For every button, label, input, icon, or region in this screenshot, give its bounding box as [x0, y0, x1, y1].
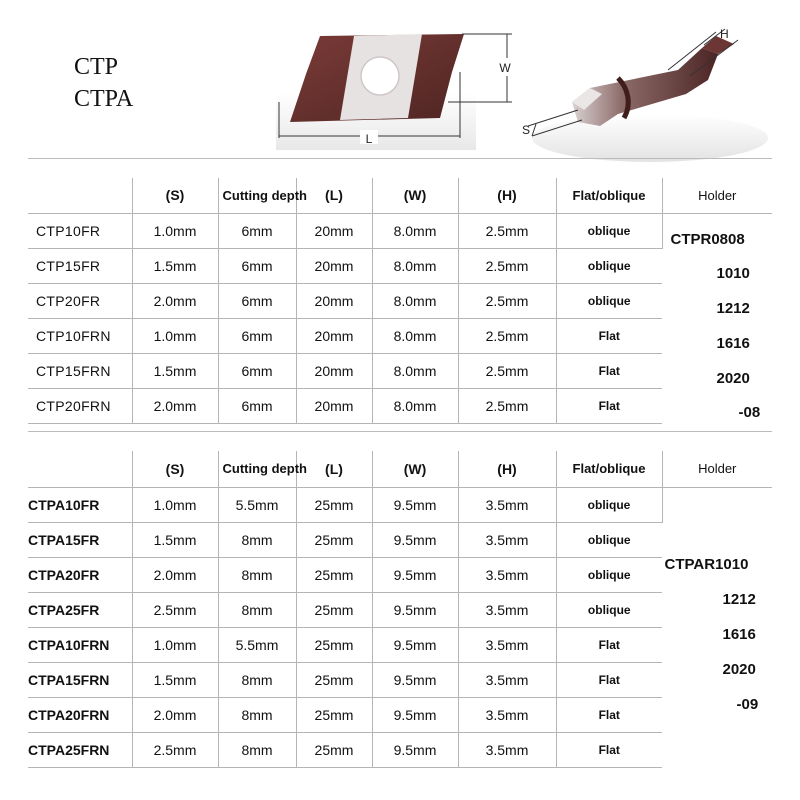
model-cell: CTPA25FR — [28, 592, 132, 627]
holder-code: 2020 — [722, 660, 756, 678]
spec-cell: 9.5mm — [372, 697, 458, 732]
holder-code: CTPAR1010 — [664, 555, 749, 573]
spec-cell: 6mm — [218, 388, 296, 423]
spec-cell: 3.5mm — [458, 732, 556, 767]
holder-cell — [662, 487, 772, 768]
spec-cell: 8.0mm — [372, 283, 458, 318]
type-cell: Flat — [556, 353, 662, 388]
holder-code: 1212 — [716, 299, 750, 317]
spec-cell: 1.0mm — [132, 213, 218, 248]
spec-cell: 2.5mm — [458, 353, 556, 388]
type-cell: oblique — [556, 213, 662, 248]
series-title-ctp: CTP — [74, 54, 119, 80]
header-cell: (W) — [372, 178, 458, 213]
holder-cell — [662, 213, 772, 423]
spec-cell: 6mm — [218, 318, 296, 353]
header-cell: (S) — [132, 451, 218, 487]
header-cell: Flat/oblique — [556, 451, 662, 487]
holder-code: -09 — [736, 695, 759, 713]
spec-cell: 8.0mm — [372, 248, 458, 283]
spec-cell: 25mm — [296, 557, 372, 592]
model-cell: CTPA20FRN — [28, 697, 132, 732]
header-cell — [28, 451, 132, 487]
type-cell: Flat — [556, 388, 662, 423]
table-header-row — [28, 178, 772, 213]
model-cell: CTPA15FRN — [28, 662, 132, 697]
table-row — [28, 732, 772, 767]
spec-cell: 9.5mm — [372, 487, 458, 522]
spec-cell: 8mm — [218, 697, 296, 732]
model-cell: CTP15FR — [28, 248, 132, 283]
model-cell: CTP20FRN — [28, 388, 132, 423]
table-row — [28, 318, 772, 353]
type-cell: oblique — [556, 487, 662, 522]
table-row — [28, 522, 772, 557]
header-cell: Cutting depth — [218, 451, 296, 487]
spec-cell: 2.0mm — [132, 557, 218, 592]
type-cell: Flat — [556, 627, 662, 662]
spec-cell: 1.5mm — [132, 353, 218, 388]
insert-top-view-image — [276, 22, 516, 150]
spec-cell: 25mm — [296, 592, 372, 627]
spec-cell: 2.0mm — [132, 388, 218, 423]
spec-cell: 9.5mm — [372, 732, 458, 767]
header-cell: (H) — [458, 451, 556, 487]
header-cell: Holder — [662, 178, 772, 213]
table-header-row — [28, 451, 772, 487]
spec-cell: 8mm — [218, 732, 296, 767]
spec-cell: 6mm — [218, 283, 296, 318]
spec-cell: 3.5mm — [458, 662, 556, 697]
spec-cell: 2.5mm — [458, 248, 556, 283]
table-row — [28, 353, 772, 388]
spec-cell: 8mm — [218, 522, 296, 557]
table-row — [28, 388, 772, 423]
spec-cell: 8mm — [218, 592, 296, 627]
spec-cell: 8.0mm — [372, 388, 458, 423]
model-cell: CTP15FRN — [28, 353, 132, 388]
type-cell: Flat — [556, 732, 662, 767]
model-cell: CTP10FRN — [28, 318, 132, 353]
dim-label-s: S — [522, 123, 531, 137]
dim-label-w: W — [499, 61, 511, 75]
type-cell: oblique — [556, 522, 662, 557]
spec-cell: 20mm — [296, 388, 372, 423]
spec-cell: 8mm — [218, 662, 296, 697]
header-cell: (H) — [458, 178, 556, 213]
ctpa-spec-table — [28, 451, 772, 768]
table-row — [28, 592, 772, 627]
spec-cell: 5.5mm — [218, 487, 296, 522]
series-title-ctpa: CTPA — [74, 86, 134, 112]
spec-cell: 5.5mm — [218, 627, 296, 662]
table-row — [28, 557, 772, 592]
spec-cell: 9.5mm — [372, 627, 458, 662]
holder-code: 2020 — [716, 369, 750, 387]
model-cell: CTPA20FR — [28, 557, 132, 592]
spec-cell: 8.0mm — [372, 318, 458, 353]
spec-cell: 3.5mm — [458, 557, 556, 592]
spec-cell: 6mm — [218, 353, 296, 388]
header-cell: Cutting depth — [218, 178, 296, 213]
ctp-spec-table — [28, 178, 772, 424]
dim-label-h: H — [720, 27, 729, 41]
spec-cell: 25mm — [296, 662, 372, 697]
spec-cell: 20mm — [296, 213, 372, 248]
header-cell — [28, 178, 132, 213]
model-cell: CTPA25FRN — [28, 732, 132, 767]
spec-cell: 2.0mm — [132, 283, 218, 318]
holder-code: -08 — [738, 403, 761, 421]
table-row — [28, 248, 772, 283]
spec-cell: 2.5mm — [132, 592, 218, 627]
header-cell: Flat/oblique — [556, 178, 662, 213]
spec-cell: 20mm — [296, 283, 372, 318]
model-cell: CTP10FR — [28, 213, 132, 248]
model-cell: CTPA15FR — [28, 522, 132, 557]
holder-code: 1616 — [716, 334, 750, 352]
spec-cell: 1.5mm — [132, 248, 218, 283]
holder-code: CTPR0808 — [670, 230, 745, 248]
spec-cell: 2.5mm — [458, 213, 556, 248]
header-cell: (S) — [132, 178, 218, 213]
table-row — [28, 487, 772, 522]
spec-cell: 20mm — [296, 353, 372, 388]
type-cell: Flat — [556, 662, 662, 697]
holder-code: 1010 — [716, 264, 750, 282]
spec-cell: 6mm — [218, 248, 296, 283]
spec-cell: 1.5mm — [132, 662, 218, 697]
spec-cell: 2.5mm — [458, 388, 556, 423]
spec-cell: 25mm — [296, 732, 372, 767]
header-cell: (W) — [372, 451, 458, 487]
holder-code: 1212 — [722, 590, 756, 608]
spec-cell: 20mm — [296, 248, 372, 283]
header-cell: (L) — [296, 178, 372, 213]
spec-cell: 2.5mm — [132, 732, 218, 767]
type-cell: oblique — [556, 283, 662, 318]
model-cell: CTPA10FR — [28, 487, 132, 522]
spec-cell: 3.5mm — [458, 697, 556, 732]
spec-cell: 2.5mm — [458, 318, 556, 353]
type-cell: Flat — [556, 318, 662, 353]
spec-cell: 3.5mm — [458, 487, 556, 522]
type-cell: oblique — [556, 557, 662, 592]
spec-cell: 9.5mm — [372, 522, 458, 557]
spec-cell: 25mm — [296, 627, 372, 662]
spec-cell: 3.5mm — [458, 627, 556, 662]
spec-cell: 3.5mm — [458, 522, 556, 557]
table-row — [28, 697, 772, 732]
spec-cell: 25mm — [296, 697, 372, 732]
spec-cell: 1.0mm — [132, 487, 218, 522]
spec-cell: 1.5mm — [132, 522, 218, 557]
spec-cell: 8mm — [218, 557, 296, 592]
spec-cell: 9.5mm — [372, 662, 458, 697]
spec-cell: 1.0mm — [132, 627, 218, 662]
type-cell: oblique — [556, 592, 662, 627]
divider — [28, 431, 772, 432]
spec-cell: 3.5mm — [458, 592, 556, 627]
holder-code: 1616 — [722, 625, 756, 643]
table-row — [28, 283, 772, 318]
model-cell: CTP20FR — [28, 283, 132, 318]
table-row — [28, 627, 772, 662]
spec-cell: 20mm — [296, 318, 372, 353]
spec-cell: 8.0mm — [372, 213, 458, 248]
table-row — [28, 662, 772, 697]
type-cell: oblique — [556, 248, 662, 283]
spec-cell: 2.5mm — [458, 283, 556, 318]
spec-cell: 25mm — [296, 522, 372, 557]
spec-cell: 25mm — [296, 487, 372, 522]
spec-cell: 9.5mm — [372, 557, 458, 592]
spec-cell: 1.0mm — [132, 318, 218, 353]
dim-label-l: L — [365, 132, 373, 146]
spec-cell: 2.0mm — [132, 697, 218, 732]
insert-side-view-image — [520, 18, 782, 164]
header-cell: Holder — [662, 451, 772, 487]
model-cell: CTPA10FRN — [28, 627, 132, 662]
table-row — [28, 213, 772, 248]
divider — [28, 158, 772, 159]
header-cell: (L) — [296, 451, 372, 487]
type-cell: Flat — [556, 697, 662, 732]
spec-cell: 8.0mm — [372, 353, 458, 388]
spec-cell: 6mm — [218, 213, 296, 248]
spec-cell: 9.5mm — [372, 592, 458, 627]
